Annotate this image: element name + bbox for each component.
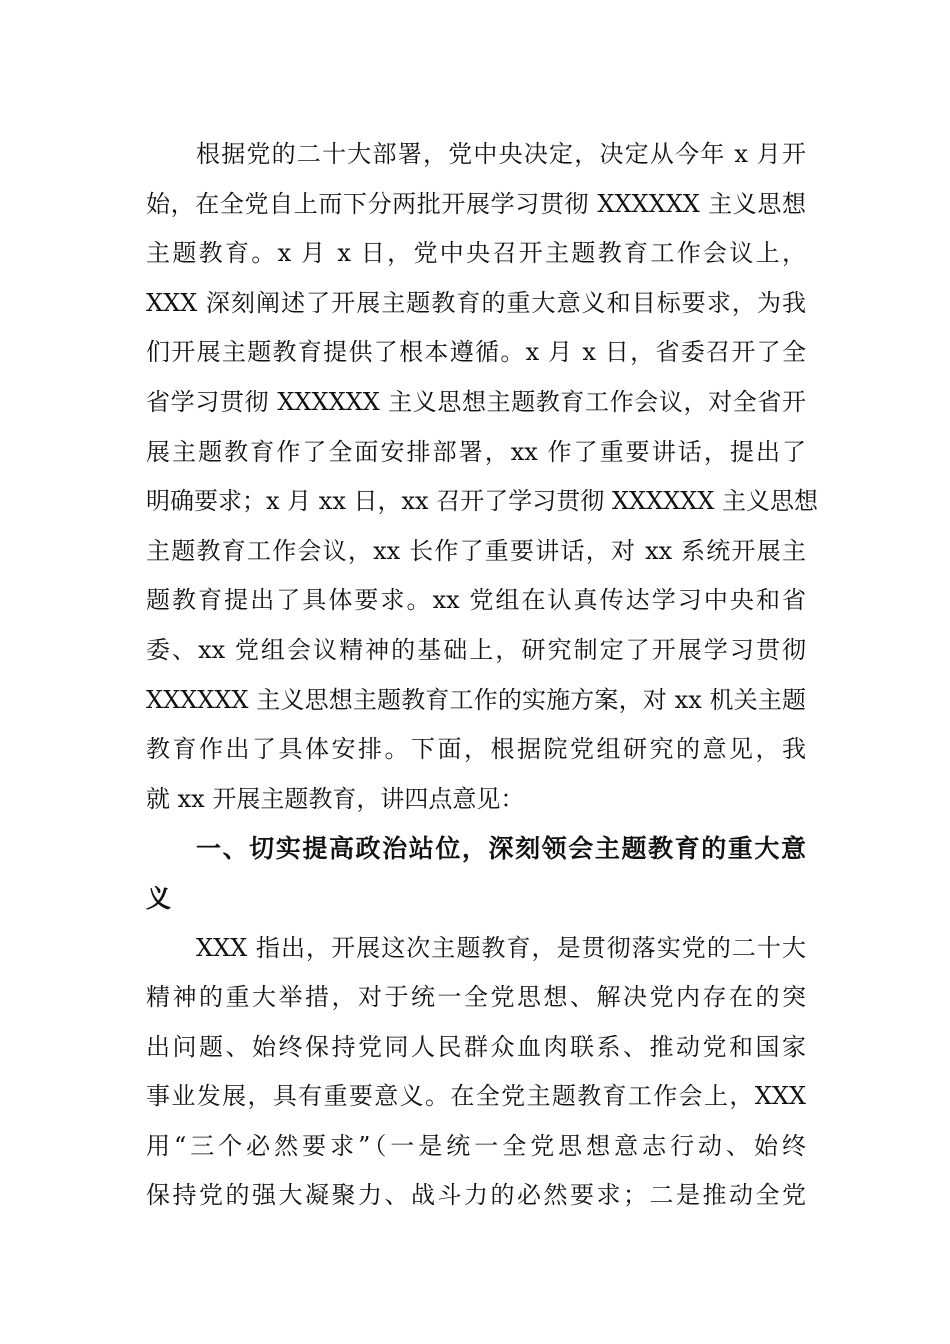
text-line: 主题教育工作会议，xx 长作了重要讲话，对 xx 系统开展主 [146,536,806,565]
text-line: 精神的重大举措，对于统一全党思想、解决党内存在的突 [146,983,806,1012]
text-line: XXX 指出，开展这次主题教育，是贯彻落实党的二十大 [196,933,806,962]
text-line: 事业发展，具有重要意义。在全党主题教育工作会上，XXX [146,1082,806,1111]
heading-line: 义 [146,883,172,913]
text-line: 用“三个必然要求”（一是统一全党思想意志行动、始终 [146,1131,806,1160]
text-line: 省学习贯彻 XXXXXX 主义思想主题教育工作会议，对全省开 [146,387,806,416]
document-body [146,130,818,1221]
section-heading [146,824,806,923]
text-line: 根据党的二十大部署，党中央决定，决定从今年 x 月开 [196,140,806,168]
text-line: 委、xx 党组会议精神的基础上，研究制定了开展学习贯彻 [146,635,806,664]
text-line: 教育作出了具体安排。下面，根据院党组研究的意见，我 [146,735,806,764]
text-line: 始，在全党自上而下分两批开展学习贯彻 XXXXXX 主义思想 [146,189,806,218]
text-line: 题教育提出了具体要求。xx 党组在认真传达学习中央和省 [146,586,806,615]
text-line: 保持党的强大凝聚力、战斗力的必然要求；二是推动全党 [146,1181,806,1210]
text-line: 就 xx 开展主题教育，讲四点意见： [146,784,525,813]
heading-line: 一、切实提高政治站位，深刻领会主题教育的重大意 [196,834,806,864]
text-line: 出问题、始终保持党同人民群众血肉联系、推动党和国家 [146,1032,806,1061]
paragraph-section-1 [146,924,806,1222]
text-line: XXXXXX 主义思想主题教育工作的实施方案，对 xx 机关主题 [146,685,806,714]
text-line: 们开展主题教育提供了根本遵循。x 月 x 日，省委召开了全 [146,338,806,367]
text-line: 明确要求；x 月 xx 日，xx 召开了学习贯彻 XXXXXX 主义思想 [146,487,818,516]
text-line: 展主题教育作了全面安排部署，xx 作了重要讲话，提出了 [146,437,806,466]
text-line: XXX 深刻阐述了开展主题教育的重大意义和目标要求，为我 [146,288,806,317]
text-line: 主题教育。x 月 x 日，党中央召开主题教育工作会议上， [146,239,806,268]
paragraph-intro [146,130,818,824]
